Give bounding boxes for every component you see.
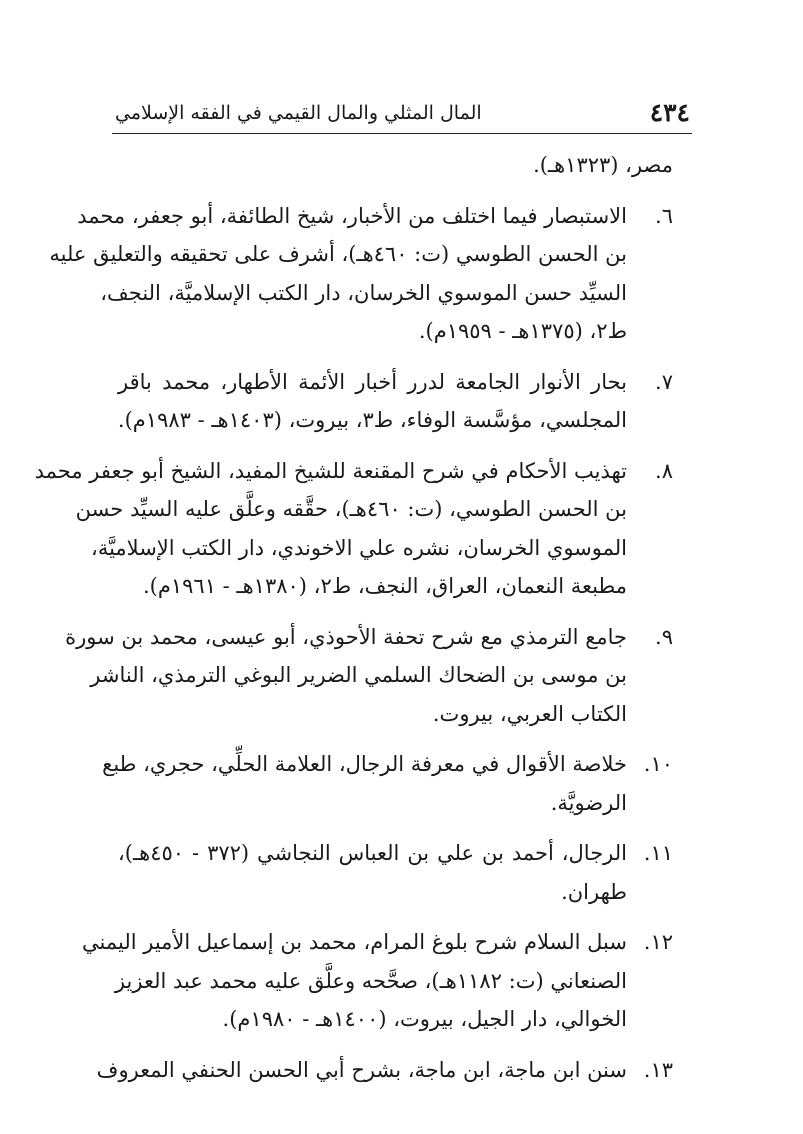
entry-line: الموسوي الخرسان، نشره علي الاخوندي، دار الكتب الإسلاميَّة،	[91, 535, 627, 560]
entry-line: المجلسي، مؤسَّسة الوفاء، ط٣، بيروت، (١٤٠٣هـ - ١٩٨٣م).	[117, 408, 627, 432]
entry-number: ٨.	[655, 458, 673, 483]
entry-line: الكتاب العربي، بيروت.	[432, 701, 627, 726]
entry-line: بحار الأنوار الجامعة لدرر أخبار الأئمة الأطهار، محمد باقر	[118, 369, 627, 394]
bibliography-entry-9	[65, 618, 673, 734]
bibliography-entry-11	[118, 834, 673, 911]
entry-line: ط٢، (١٣٧٥هـ - ١٩٥٩م).	[418, 319, 627, 343]
entry-line: بن الحسن الطوسي، (ت: ٤٦٠هـ)، حقَّقه وعلَّق عليه السيِّد حسن	[75, 497, 627, 521]
entry-line: خلاصة الأقوال في معرفة الرجال، العلامة الحلِّي، حجري، طبع	[102, 752, 627, 776]
entry-line: جامع الترمذي مع شرح تحفة الأحوذي، أبو عيسى، محمد بن سورة	[65, 624, 627, 649]
bibliography-entry-6	[49, 197, 673, 351]
bibliography-list	[34, 146, 673, 1089]
entry-number: ١٣.	[643, 1057, 673, 1082]
entry-number: ٩.	[655, 624, 673, 649]
entry-line: طهران.	[561, 879, 627, 904]
bibliography-entry-8	[34, 452, 673, 606]
entry-line: سبل السلام شرح بلوغ المرام، محمد بن إسماعيل الأمير اليمني	[82, 930, 627, 954]
bibliography-entry-13	[96, 1051, 673, 1090]
entry-line: سنن ابن ماجة، ابن ماجة، بشرح أبي الحسن الحنفي المعروف	[96, 1057, 627, 1082]
entry-line: الرجال، أحمد بن علي بن العباس النجاشي (٣٧٢ - ٤٥٠هـ)،	[118, 841, 628, 865]
entry-line: الخوالي، دار الجيل، بيروت، (١٤٠٠هـ - ١٩٨٠م).	[222, 1007, 627, 1031]
entry-number: ٦.	[655, 203, 673, 228]
entry-number: ١٢.	[643, 930, 673, 954]
page-header	[115, 92, 690, 132]
continuation-text	[118, 146, 673, 185]
bibliography-entry-12	[82, 923, 673, 1039]
entry-number: ١٠.	[643, 752, 673, 776]
page-number: ٤٣٤	[649, 98, 690, 127]
running-title: المال المثلي والمال القيمي في الفقه الإسلامي	[115, 102, 482, 124]
entry-line: الرضويَّة.	[550, 790, 627, 815]
entry-line: الصنعاني (ت: ١١٨٢هـ)، صحَّحه وعلَّق عليه محمد عبد العزيز	[114, 968, 627, 993]
entry-line: مطبعة النعمان، العراق، النجف، ط٢، (١٣٨٠هـ - ١٩٦١م).	[142, 574, 627, 598]
header-divider	[112, 133, 692, 134]
entry-number: ٧.	[655, 369, 673, 394]
bibliography-entry-7	[118, 363, 673, 440]
entry-line: السيِّد حسن الموسوي الخرسان، دار الكتب الإسلاميَّة، النجف،	[100, 280, 627, 305]
entry-line: تهذيب الأحكام في شرح المقنعة للشيخ المفيد، الشيخ أبو جعفر محمد	[34, 458, 627, 483]
continuation-line: مصر، (١٣٢٣هـ).	[533, 153, 673, 177]
bibliography-entry-10	[102, 745, 673, 822]
entry-line: بن الحسن الطوسي (ت: ٤٦٠هـ)، أشرف على تحقيقه والتعليق عليه	[49, 242, 627, 266]
entry-line: بن موسى بن الضحاك السلمي الضرير البوغي الترمذي، الناشر	[90, 663, 627, 687]
entry-line: الاستبصار فيما اختلف من الأخبار، شيخ الطائفة، أبو جعفر، محمد	[77, 203, 627, 228]
entry-number: ١١.	[643, 841, 673, 865]
